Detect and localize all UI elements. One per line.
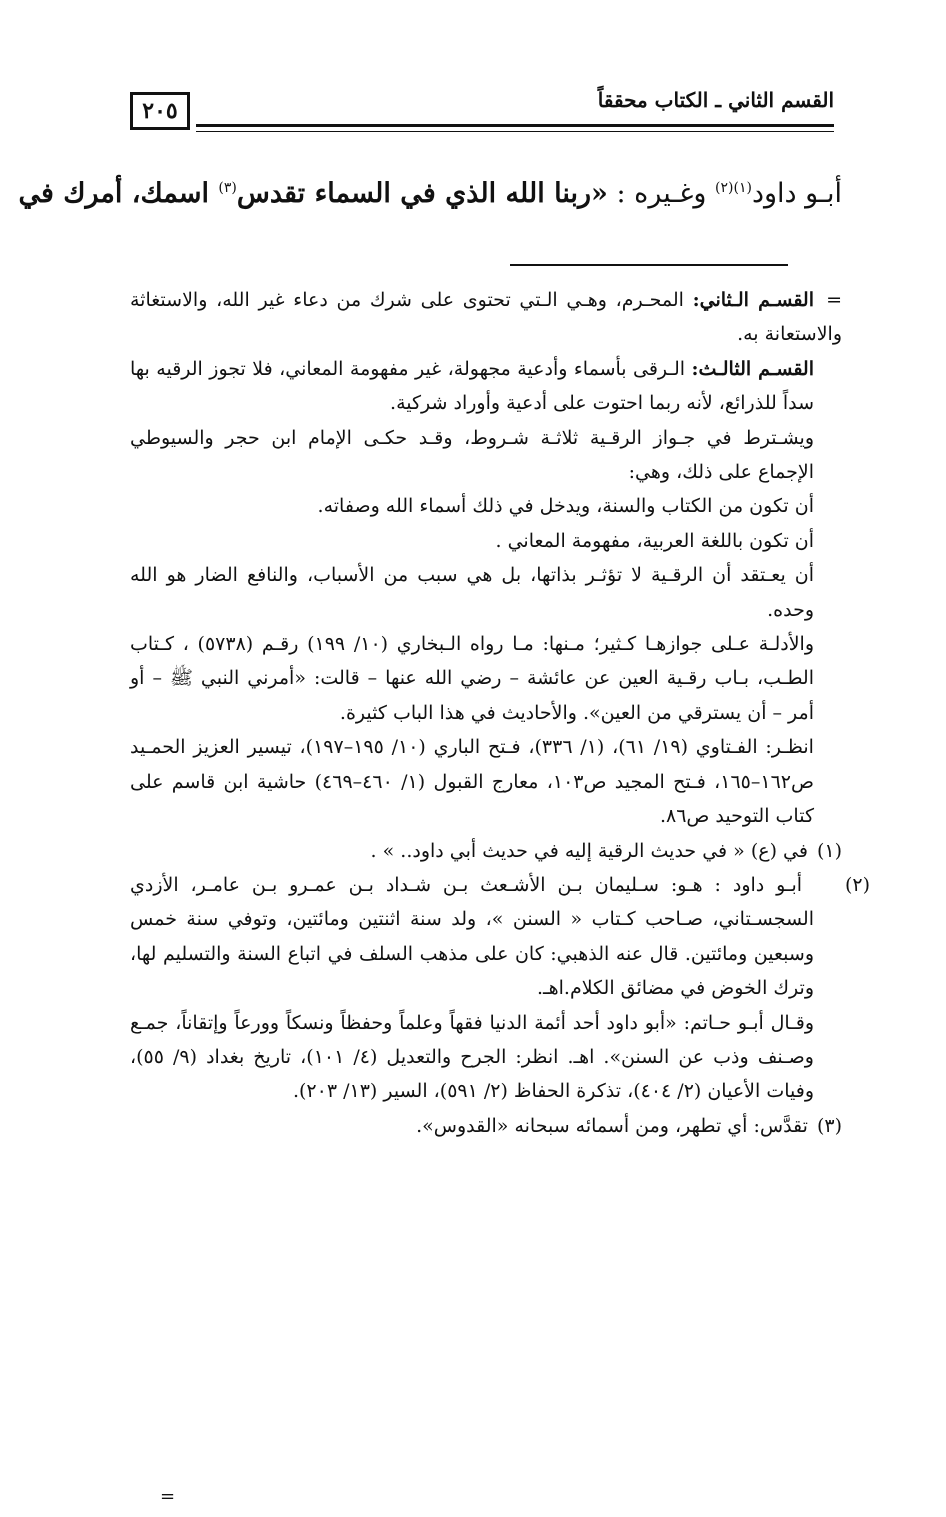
section-three-heading: القسـم الثالـث: — [691, 357, 814, 380]
header-rule — [196, 124, 834, 127]
footnote-ref-1-2: (١)(٢) — [715, 180, 752, 196]
continuation-marker: = — [826, 289, 842, 311]
footnote-2-text: أبـو داود : هـو: سـليمان بـن الأشـعث بـن شـداد بـن عمـرو بـن عامـر، الأزدي السجسـتاني، صـاحب كـتاب « السنن »، ولد سنة اثنتين ومائتين، وتوفي سنة خمس وسبعين ومائتين. قال عنه الذهبي: كان على مذهب السلف في اتباع السنة والتسليم لها، وترك الخوض في مضائق الكلام.اهـ. — [130, 873, 814, 1000]
footnote-ref-3: (٣) — [218, 180, 237, 196]
evidence-paragraph: والأدلـة عـلى جوازهـا كـثير؛ مـنها: مـا رواه الـبخاري (١٠/ ١٩٩) رقـم (٥٧٣٨) ، كـتاب الطـب، بـاب رقـية العين عن عائشة – رضي الله عنها – قالت: «أمرني النبي ﷺ – أو أمر – أن يسترقي من العين». والأحاديث في هذا الباب كثيرة. — [130, 633, 814, 724]
page-number: ٢٠٥ — [130, 92, 190, 130]
running-title: القسم الثاني ـ الكتاب محققاً — [597, 88, 834, 112]
conditions-intro: ويشـترط في جـواز الرقـية ثلاثـة شـروط، وقـد حكـى الإمام ابن حجر والسيوطي الإجماع على ذلك، وهي: — [130, 426, 814, 484]
main-quote: «ربنا الله الذي في السماء تقدس — [236, 178, 608, 209]
condition-3: أن يعـتقد أن الرقـية لا تؤثـر بذاتها، بل هي سبب من الأسباب، والنافع الضار هو الله وحده. — [130, 564, 814, 621]
footnote-continuation-1 — [130, 283, 842, 352]
main-mid: وغـيره : — [607, 178, 716, 209]
header-rule-thin — [196, 131, 834, 132]
main-prefix: أبـو داود — [751, 178, 842, 209]
footnote-2-continued: وقـال أبـو حـاتم: «أبو داود أحد أئمة الدنيا فقهاً وعلماً وحفظاً ونسكاً وورعاً وإتقاناً، جمـع وصـنف وذب عن السنن». اهـ. انظر: الجرح والتعديل (٤/ ١٠١)، تاريخ بغداد (٩/ ٥٥)، وفيات الأعيان (٢/ ٤٠٤)، تذكرة الحفاظ (٢/ ٥٩١)، السير (١٣/ ٢٠٣). — [130, 1011, 814, 1103]
main-text-line — [18, 178, 842, 209]
footnote-2-number: (٢) — [844, 873, 870, 896]
footnote-3-number: (٣) — [816, 1114, 842, 1137]
main-quote-end: اسمك، أمرك في — [18, 178, 219, 209]
footnote-3-text: تقدَّس: أي تطهر، ومن أسمائه سبحانه «القدوس». — [416, 1114, 808, 1137]
footnotes — [130, 283, 870, 1143]
footnote-1 — [130, 834, 842, 868]
condition-1: أن تكون من الكتاب والسنة، ويدخل في ذلك أسماء الله وصفاته. — [317, 495, 814, 518]
section-two-heading: القسـم الـثاني: — [692, 289, 814, 311]
section-three-text: الـرقى بأسماء وأدعية مجهولة، غير مفهومة المعاني، فلا تجوز الرقيه بها سداً للذرائع، لأنه ربما احتوت على أدعية وأوراد شركية. — [130, 357, 814, 415]
footnote-continuation-2 — [130, 352, 842, 421]
footnote-1-text: في (ع) « في حديث الرقية إليه في حديث أبي داود.. » . — [370, 839, 808, 862]
condition-2: أن تكون باللغة العربية، مفهومة المعاني . — [495, 529, 814, 552]
trailing-marker: = — [160, 1486, 176, 1507]
footnote-1-number: (١) — [816, 839, 842, 862]
footnote-separator — [510, 264, 788, 266]
footnote-3 — [130, 1109, 842, 1143]
references-paragraph: انظـر: الفـتاوي (١٩/ ٦١)، (١/ ٣٣٦)، فـتح الباري (١٠/ ١٩٥–١٩٧)، تيسير العزيز الحمـيد ص١٦٢–١٦٥، فـتح المجيد ص١٠٣، معارج القبول (١/ ٤٦٠–٤٦٩) حاشية ابن قاسم على كتاب التوحيد ص٨٦. — [130, 736, 814, 828]
section-two-text: المحـرم، وهـي الـتي تحتوى على شرك من دعاء غير الله، والاستغاثة والاستعانة به. — [130, 289, 842, 346]
footnote-2 — [130, 868, 870, 1006]
